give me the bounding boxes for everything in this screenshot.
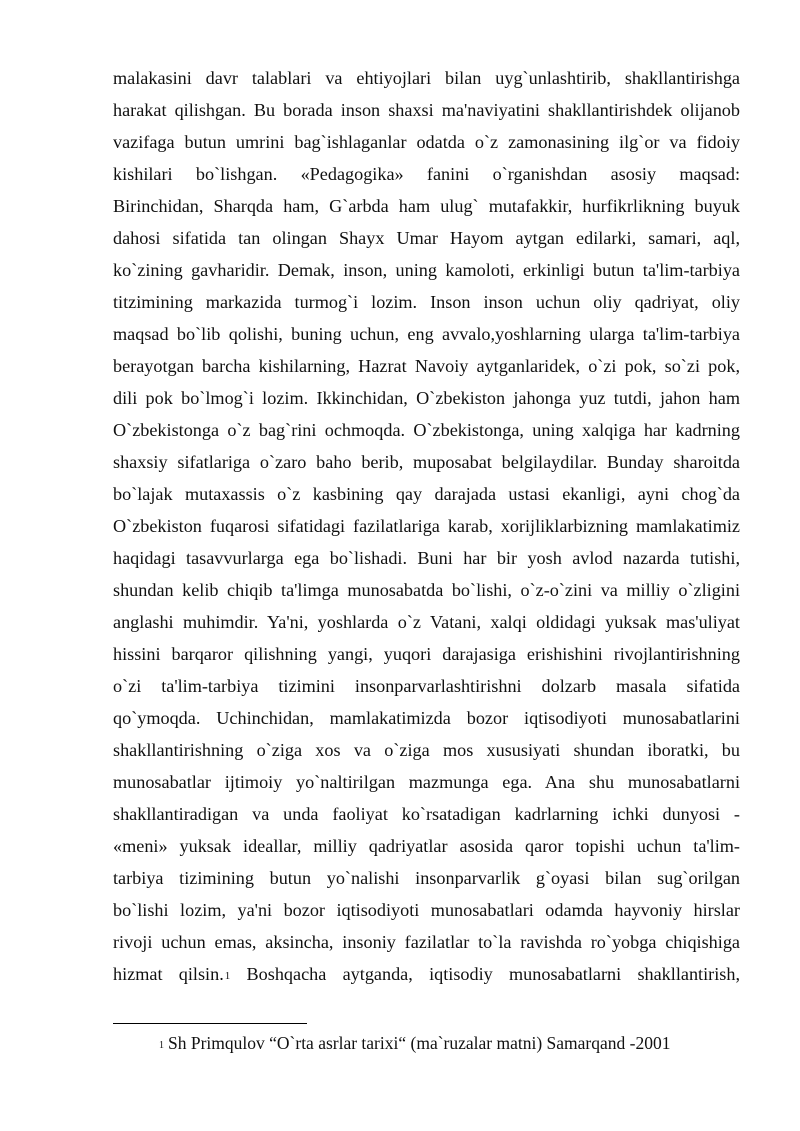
- text-line: tarbiya tizimining butun yo`nalishi insonparvarlik g`oyasi bilan sug`orilgan: [113, 868, 740, 888]
- text-line: shakllantiradigan va unda faoliyat ko`rsatadigan kadrlarning ichki dunyosi -: [113, 804, 740, 824]
- text-line: anglashi muhimdir. Ya'ni, yoshlarda o`z Vatani, xalqi oldidagi yuksak mas'uliyat: [113, 612, 740, 632]
- text-line: o`zi ta'lim-tarbiya tizimini insonparvarlashtirishni dolzarb masala sifatida: [113, 676, 740, 696]
- text-line: maqsad bo`lib qolishi, buning uchun, eng avvalo,yoshlarning ularga ta'lim-tarbiya: [113, 324, 740, 344]
- text-line: titzimining markazida turmog`i lozim. Inson inson uchun oliy qadriyat, oliy: [113, 292, 740, 312]
- text-line: munosabatlar ijtimoiy yo`naltirilgan mazmunga ega. Ana shu munosabatlarni: [113, 772, 740, 792]
- text-line: berayotgan barcha kishilarning, Hazrat Navoiy aytganlaridek, o`zi pok, so`zi pok,: [113, 356, 740, 376]
- footnote-divider: [113, 1023, 307, 1024]
- text-line: qo`ymoqda. Uchinchidan, mamlakatimizda bozor iqtisodiyoti munosabatlarini: [113, 708, 740, 728]
- text-line: kishilari bo`lishgan. «Pedagogika» fanini o`rganishdan asosiy maqsad:: [113, 164, 740, 184]
- text-line: [113, 958, 740, 990]
- text-line: haqidagi tasavvurlarga ega bo`lishadi. Buni har bir yosh avlod nazarda tutishi,: [113, 548, 740, 568]
- text-line: Birinchidan, Sharqda ham, G`arbda ham ulug` mutafakkir, hurfikrlikning buyuk: [113, 196, 740, 216]
- text-line: shakllantirishning o`ziga xos va o`ziga mos xususiyati shundan iboratki, bu: [113, 740, 740, 760]
- text-line: dahosi sifatida tan olingan Shayx Umar Hayom aytgan edilarki, samari, aql,: [113, 228, 740, 248]
- text-line: shundan kelib chiqib ta'limga munosabatda bo`lishi, o`z-o`zini va milliy o`zligini: [113, 580, 740, 600]
- text-line: harakat qilishgan. Bu borada inson shaxsi ma'naviyatini shakllantirishdek olijanob: [113, 100, 740, 120]
- text-segment: hizmat qilsin.: [113, 964, 224, 984]
- text-line: dili pok bo`lmog`i lozim. Ikkinchidan, O`zbekiston jahonga yuz tutdi, jahon ham: [113, 388, 740, 408]
- footnote-mark: 1: [159, 1040, 164, 1051]
- text-line: bo`lishi lozim, ya'ni bozor iqtisodiyoti munosabatlari odamda hayvoniy hirslar: [113, 900, 740, 920]
- text-line: bo`lajak mutaxassis o`z kasbining qay darajada ustasi ekanligi, ayni chog`da: [113, 484, 740, 504]
- text-line: «meni» yuksak ideallar, milliy qadriyatlar asosida qaror topishi uchun ta'lim-: [113, 836, 740, 856]
- footnote: [159, 1030, 759, 1056]
- body-text: [113, 62, 740, 990]
- text-line: O`zbekiston fuqarosi sifatidagi fazilatlariga karab, xorijliklarbizning mamlakatimiz: [113, 516, 740, 536]
- text-segment: Boshqacha aytganda, iqtisodiy munosabatlarni shakllantirish,: [230, 964, 740, 984]
- text-line: ko`zining gavharidir. Demak, inson, uning kamoloti, erkinligi butun ta'lim-tarbiya: [113, 260, 740, 280]
- text-line: rivoji uchun emas, aksincha, insoniy fazilatlar to`la ravishda ro`yobga chiqishiga: [113, 932, 740, 952]
- text-line: O`zbekistonga o`z bag`rini ochmoqda. O`zbekistonga, uning xalqiga har kadrning: [113, 420, 740, 440]
- text-line: hissini barqaror qilishning yangi, yuqori darajasiga erishishini rivojlantirishning: [113, 644, 740, 664]
- footnote-text: Sh Primqulov “O`rta asrlar tarixi“ (ma`ruzalar matni) Samarqand -2001: [168, 1033, 671, 1053]
- text-line: malakasini davr talablari va ehtiyojlari bilan uyg`unlashtirib, shakllantirishga: [113, 68, 740, 88]
- text-line: shaxsiy sifatlariga o`zaro baho berib, muposabat belgilaydilar. Bunday sharoitda: [113, 452, 740, 472]
- text-line: vazifaga butun umrini bag`ishlaganlar odatda o`z zamonasining ilg`or va fidoiy: [113, 132, 740, 152]
- footnote-reference[interactable]: 1: [224, 970, 231, 982]
